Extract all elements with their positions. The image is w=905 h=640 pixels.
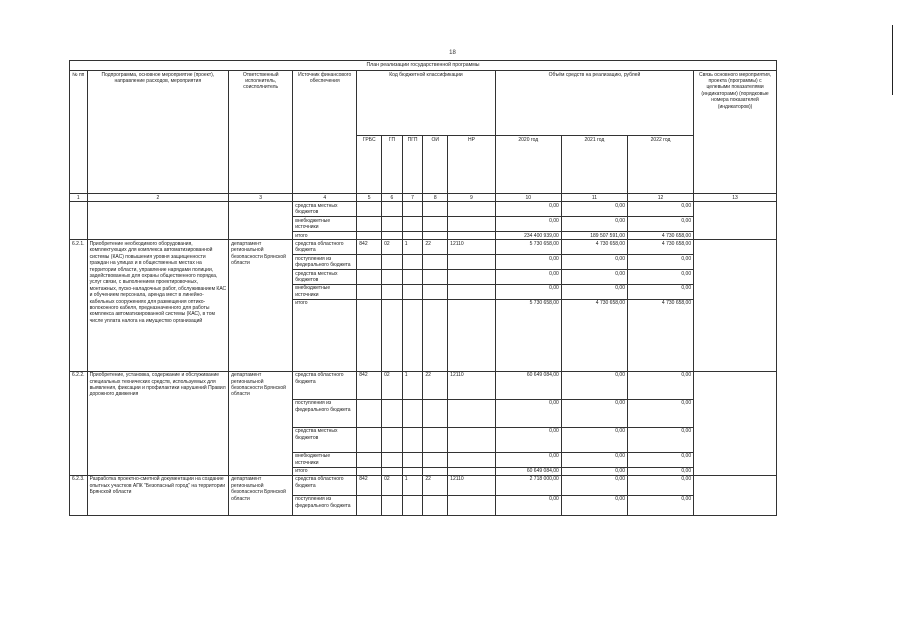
source-cell: средства областного бюджета [293,240,357,255]
value-2020: 0,00 [495,255,561,270]
source-cell: внебюджетные источники [293,452,357,467]
item-responsible: департамент региональной безопасности Брянской области [229,371,293,475]
value-2021: 0,00 [561,427,627,452]
value-2020: 0,00 [495,452,561,467]
total-2020: 5 730 658,00 [495,299,561,371]
header-nr: НР [448,136,496,194]
header-name: Подпрограмма, основное мероприятие (проект), направление расходов, мероприятия [87,71,229,194]
total-label: итого [293,467,357,475]
total-2022: 4 730 658,00 [627,232,693,240]
value-2020: 0,00 [495,202,561,217]
value-2020: 0,00 [495,399,561,427]
header-responsible: Ответственный исполнитель, соисполнитель [229,71,293,194]
value-2022: 0,00 [627,475,693,495]
header-pgp: ПГП [402,136,423,194]
item-number: 6.2.3. [70,475,88,515]
value-2021: 0,00 [561,202,627,217]
column-number: 10 [495,194,561,202]
value-2021: 0,00 [561,371,627,399]
column-number: 6 [382,194,403,202]
column-number: 3 [229,194,293,202]
code-gp: 02 [382,475,403,495]
value-2022: 0,00 [627,284,693,299]
code-grbs: 842 [357,240,382,255]
value-2022: 0,00 [627,371,693,399]
value-2022: 4 730 658,00 [627,240,693,255]
value-2020: 60 649 084,00 [495,371,561,399]
item-responsible: департамент региональной безопасности Брянской области [229,475,293,515]
header-2022: 2022 год [627,136,693,194]
header-source: Источник финансового обеспечения [293,71,357,194]
value-2020: 0,00 [495,270,561,285]
value-2020: 0,00 [495,495,561,515]
value-2021: 4 730 658,00 [561,240,627,255]
column-number: 7 [402,194,423,202]
total-2022: 0,00 [627,467,693,475]
value-2021: 0,00 [561,475,627,495]
value-2022: 0,00 [627,495,693,515]
value-2020: 2 718 000,00 [495,475,561,495]
source-cell: внебюджетные источники [293,284,357,299]
value-2021: 0,00 [561,217,627,232]
value-2021: 0,00 [561,255,627,270]
source-cell: средства местных бюджетов [293,427,357,452]
source-cell: поступления из федерального бюджета [293,255,357,270]
value-2022: 0,00 [627,217,693,232]
column-number: 8 [423,194,448,202]
source-cell: поступления из федерального бюджета [293,495,357,515]
header-2021: 2021 год [561,136,627,194]
code-grbs: 842 [357,475,382,495]
total-2022: 4 730 658,00 [627,299,693,371]
source-cell: средства областного бюджета [293,371,357,399]
total-label: итого [293,232,357,240]
table-title: План реализации государственной программы [70,61,777,71]
plan-table [69,60,777,516]
value-2021: 0,00 [561,399,627,427]
code-nr: 12110 [448,475,496,495]
value-2021: 0,00 [561,452,627,467]
code-pgp: 1 [402,475,423,495]
code-grbs: 842 [357,371,382,399]
source-cell: средства местных бюджетов [293,270,357,285]
column-number: 11 [561,194,627,202]
value-2021: 0,00 [561,495,627,515]
value-2022: 0,00 [627,255,693,270]
header-grbs: ГРБС [357,136,382,194]
item-responsible: департамент региональной безопасности Брянской области [229,240,293,371]
item-name: Приобретение, установка, содержание и обслуживание специальных технических средств, используемых для выявления, фиксации и профилактики нарушений Правил дорожного движения [87,371,229,475]
header-gp: ГП [382,136,403,194]
total-2020: 234 400 939,00 [495,232,561,240]
value-2020: 5 730 658,00 [495,240,561,255]
code-gp: 02 [382,371,403,399]
page-number: 18 [449,50,456,56]
header-indicators-link: Связь основного мероприятия, проекта (программы) с целевыми показателями (индикаторами) (порядковые номера показателей (индикаторов)) [694,71,777,194]
code-pgp: 1 [402,240,423,255]
header-oi: ОИ [423,136,448,194]
source-cell: поступления из федерального бюджета [293,399,357,427]
header-funds: Объём средств на реализацию, рублей [495,71,693,136]
column-number: 13 [694,194,777,202]
column-number: 4 [293,194,357,202]
source-cell: средства местных бюджетов [293,202,357,217]
code-nr: 12110 [448,240,496,255]
item-number: 6.2.2. [70,371,88,475]
value-2020: 0,00 [495,427,561,452]
column-number: 1 [70,194,88,202]
source-cell: средства областного бюджета [293,475,357,495]
column-number: 2 [87,194,229,202]
total-2021: 0,00 [561,467,627,475]
header-budget-classification: Код бюджетной классификации [357,71,495,136]
column-number: 12 [627,194,693,202]
total-2021: 4 730 658,00 [561,299,627,371]
value-2022: 0,00 [627,452,693,467]
total-label: итого [293,299,357,371]
value-2020: 0,00 [495,284,561,299]
value-2022: 0,00 [627,427,693,452]
code-oi: 22 [423,475,448,495]
code-pgp: 1 [402,371,423,399]
header-no: № пп [70,71,88,194]
source-cell: внебюджетные источники [293,217,357,232]
column-number: 9 [448,194,496,202]
value-2020: 0,00 [495,217,561,232]
item-name: Разработка проектно-сметной документации на создание опытных участков АПК "Безопасный город" на территории Брянской области [87,475,229,515]
total-2020: 60 649 084,00 [495,467,561,475]
code-oi: 22 [423,240,448,255]
value-2022: 0,00 [627,270,693,285]
value-2022: 0,00 [627,202,693,217]
total-2021: 189 507 591,00 [561,232,627,240]
code-oi: 22 [423,371,448,399]
header-2020: 2020 год [495,136,561,194]
value-2021: 0,00 [561,270,627,285]
item-name: Приобретение необходимого оборудования, комплектующих для комплекса автоматизированной системы (КАС) повышения уровня защищенности граждан на улицах и в общественных местах на территории области, управление нарядами полиции, задействованных для охраны общественного порядка, услуг связи, с выполнением проектировочных, монтажных, пуско-наладочных работ, обслуживанием КАС и обучением персонала, аренда мест в линейно-кабельных сооружениях для размещения оптико-волоконного кабеля, предназначенного для работы комплекса автоматизированной системы (КАС), в том числе уплата налога на имущество организаций [87,240,229,371]
scan-edge-mark [892,25,893,95]
item-number: 6.2.1. [70,240,88,371]
value-2022: 0,00 [627,399,693,427]
value-2021: 0,00 [561,284,627,299]
code-gp: 02 [382,240,403,255]
column-number: 5 [357,194,382,202]
code-nr: 12110 [448,371,496,399]
